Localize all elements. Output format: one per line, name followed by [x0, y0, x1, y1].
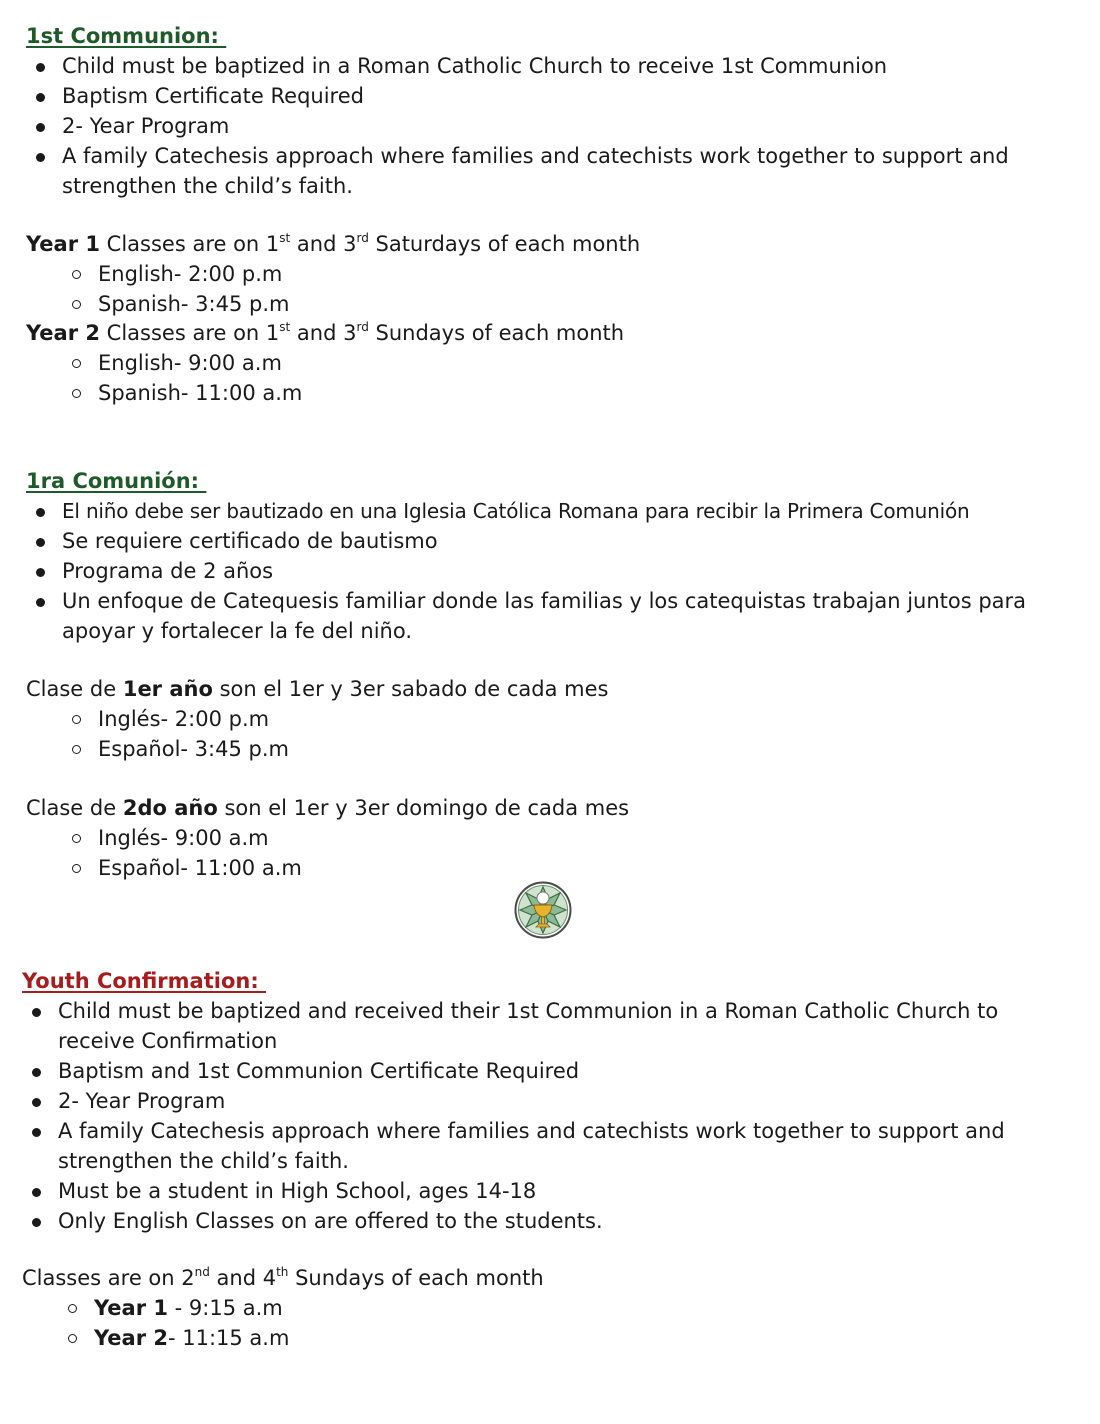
- year1-time: - 9:15 a.m: [167, 1296, 283, 1320]
- confirmation-schedule-text: and 4: [209, 1266, 277, 1290]
- bullet-icon: [36, 598, 45, 607]
- list-item: [0, 290, 1100, 320]
- primer-ano-text: son el 1er y 3er sabado de cada mes: [212, 677, 609, 701]
- confirmation-schedule-text: Classes are on 2: [22, 1266, 195, 1290]
- confirmation-schedule: [22, 1264, 544, 1294]
- list-item-text: 2- Year Program: [58, 1089, 226, 1113]
- list-item: [0, 1207, 1100, 1237]
- ordinal-suffix: th: [276, 1265, 289, 1279]
- list-item: [0, 735, 1100, 765]
- bullet-icon: [36, 568, 45, 577]
- list-item: [0, 1057, 1100, 1087]
- primer-ano-times: [0, 705, 1100, 765]
- year2-text: Classes are on 1: [99, 321, 280, 345]
- list-item: [0, 112, 1100, 142]
- segundo-ano-schedule: [26, 794, 629, 824]
- list-item-text: Baptism and 1st Communion Certificate Required: [58, 1059, 580, 1083]
- list-item-text: Programa de 2 años: [62, 559, 274, 583]
- year2-schedule: [26, 319, 624, 349]
- circle-bullet-icon: [72, 270, 81, 279]
- list-item-text: English- 9:00 a.m: [98, 351, 282, 375]
- bullet-icon: [36, 508, 45, 517]
- segundo-ano-text: Clase de: [26, 796, 123, 820]
- list-item: [0, 1294, 1100, 1324]
- list-item-text-continued: strengthen the child’s faith.: [58, 1149, 349, 1173]
- circle-bullet-icon: [72, 834, 81, 843]
- segundo-ano-times: [0, 824, 1100, 884]
- list-item: [0, 497, 1100, 527]
- list-item: [0, 260, 1100, 290]
- year1-text: Saturdays of each month: [368, 232, 641, 256]
- list-item-text: A family Catechesis approach where families and catechists work together to support and: [58, 1119, 1005, 1143]
- list-item-text: Un enfoque de Catequesis familiar donde las familias y los catequistas trabajan juntos para: [62, 589, 1027, 613]
- primer-ano-schedule: [26, 675, 608, 705]
- list-item: [0, 379, 1100, 409]
- bullet-icon: [36, 153, 45, 162]
- list-item-text: Español- 3:45 p.m: [98, 737, 289, 761]
- list-item: [0, 52, 1100, 82]
- list-item-text: 2- Year Program: [62, 114, 230, 138]
- bullet-icon: [36, 538, 45, 547]
- ordinal-suffix: rd: [356, 320, 369, 334]
- list-item-text-continued: apoyar y fortalecer la fe del niño.: [62, 619, 412, 643]
- list-item-text: English- 2:00 p.m: [98, 262, 283, 286]
- year1-times: [0, 260, 1100, 320]
- list-item-text: Only English Classes on are offered to the students.: [58, 1209, 603, 1233]
- year1-schedule: [26, 230, 640, 260]
- list-item-text: [94, 1324, 289, 1354]
- list-item-text: Child must be baptized in a Roman Catholic Church to receive 1st Communion: [62, 54, 888, 78]
- bullet-icon: [36, 63, 45, 72]
- bullet-icon: [32, 1128, 41, 1137]
- chalice-host-emblem-icon: [514, 881, 572, 939]
- list-item: [0, 1117, 1100, 1177]
- first-communion-heading: 1st Communion:: [26, 24, 227, 48]
- list-item-text: A family Catechesis approach where families and catechists work together to support and: [62, 144, 1009, 168]
- list-item: [0, 824, 1100, 854]
- year2-text: and 3: [290, 321, 357, 345]
- circle-bullet-icon: [72, 389, 81, 398]
- circle-bullet-icon: [72, 300, 81, 309]
- year2-text: Sundays of each month: [368, 321, 625, 345]
- segundo-ano-label: 2do año: [122, 796, 218, 820]
- confirmation-schedule-text: Sundays of each month: [288, 1266, 544, 1290]
- circle-bullet-icon: [72, 715, 81, 724]
- list-item: [0, 1177, 1100, 1207]
- ordinal-suffix: rd: [356, 231, 369, 245]
- list-item-text-continued: receive Confirmation: [58, 1029, 278, 1053]
- list-item: [0, 1087, 1100, 1117]
- list-item-text: Español- 11:00 a.m: [98, 856, 302, 880]
- year1-text: and 3: [290, 232, 357, 256]
- circle-bullet-icon: [68, 1334, 77, 1343]
- ordinal-suffix: nd: [194, 1265, 210, 1279]
- bullet-icon: [36, 123, 45, 132]
- list-item-text: Baptism Certificate Required: [62, 84, 364, 108]
- ordinal-suffix: st: [279, 320, 291, 334]
- primer-ano-label: 1er año: [122, 677, 213, 701]
- circle-bullet-icon: [72, 359, 81, 368]
- list-item: [0, 142, 1100, 202]
- list-item: [0, 705, 1100, 735]
- year2-times: [0, 349, 1100, 409]
- year1-label: Year 1: [94, 1296, 168, 1320]
- youth-confirmation-heading: Youth Confirmation:: [22, 969, 267, 993]
- list-item-text: Spanish- 11:00 a.m: [98, 381, 303, 405]
- list-item: [0, 349, 1100, 379]
- list-item: [0, 527, 1100, 557]
- bullet-icon: [32, 1008, 41, 1017]
- list-item: [0, 587, 1100, 647]
- primera-comunion-requirements: [0, 497, 1100, 647]
- year2-time: - 11:15 a.m: [167, 1326, 290, 1350]
- list-item: [0, 82, 1100, 112]
- list-item-text: Child must be baptized and received their 1st Communion in a Roman Catholic Church to: [58, 999, 999, 1023]
- list-item-text: Inglés- 2:00 p.m: [98, 707, 270, 731]
- primer-ano-text: Clase de: [26, 677, 123, 701]
- first-communion-requirements: [0, 52, 1100, 202]
- year1-text: Classes are on 1: [99, 232, 280, 256]
- list-item-text: Must be a student in High School, ages 14-18: [58, 1179, 537, 1203]
- circle-bullet-icon: [72, 864, 81, 873]
- list-item-text: El niño debe ser bautizado en una Iglesia Católica Romana para recibir la Primera Comunión: [62, 499, 970, 523]
- list-item-text: [94, 1294, 283, 1324]
- list-item-text: Se requiere certificado de bautismo: [62, 529, 438, 553]
- list-item-text-continued: strengthen the child’s faith.: [62, 174, 353, 198]
- bullet-icon: [32, 1068, 41, 1077]
- list-item: [0, 557, 1100, 587]
- year1-label: Year 1: [26, 232, 100, 256]
- list-item: [0, 854, 1100, 884]
- bullet-icon: [32, 1188, 41, 1197]
- youth-confirmation-requirements: [0, 997, 1100, 1237]
- circle-bullet-icon: [72, 745, 81, 754]
- circle-bullet-icon: [68, 1304, 77, 1313]
- ordinal-suffix: st: [279, 231, 291, 245]
- bullet-icon: [36, 93, 45, 102]
- bullet-icon: [32, 1098, 41, 1107]
- list-item-text: Spanish- 3:45 p.m: [98, 292, 290, 316]
- year2-label: Year 2: [26, 321, 100, 345]
- list-item: [0, 1324, 1100, 1354]
- list-item-text: Inglés- 9:00 a.m: [98, 826, 269, 850]
- bullet-icon: [32, 1218, 41, 1227]
- segundo-ano-text: son el 1er y 3er domingo de cada mes: [217, 796, 630, 820]
- confirmation-times: [0, 1294, 1100, 1354]
- list-item: [0, 997, 1100, 1057]
- primera-comunion-heading: 1ra Comunión:: [26, 469, 207, 493]
- year2-label: Year 2: [94, 1326, 168, 1350]
